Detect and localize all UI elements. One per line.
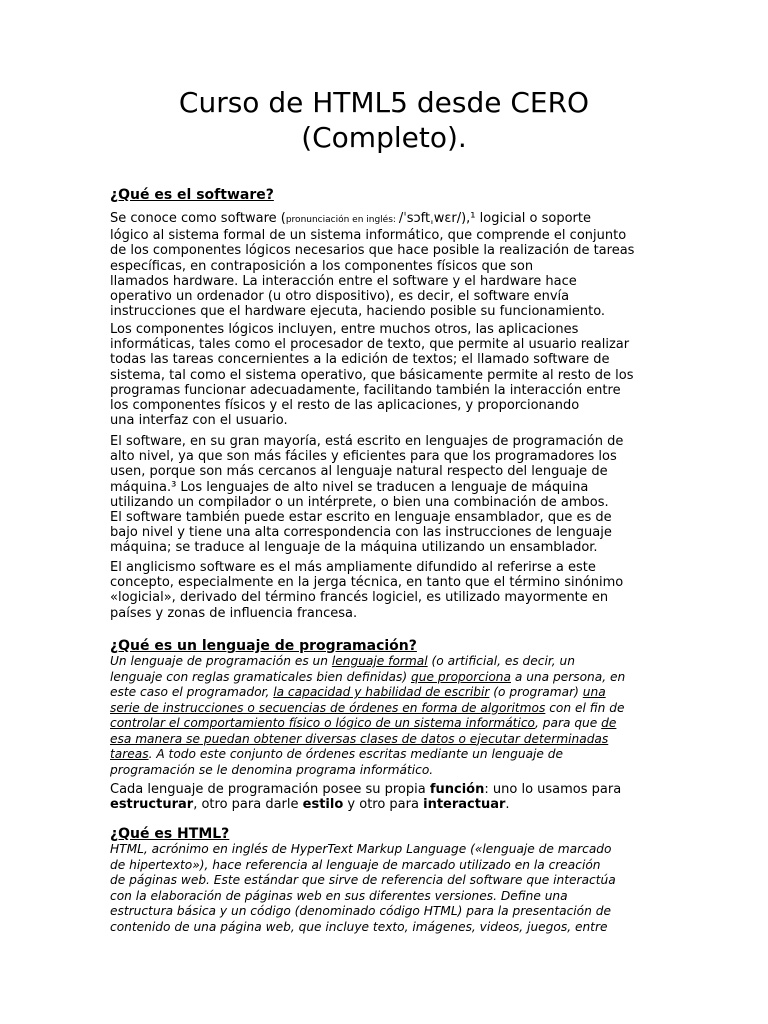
html-paragraph-1: HTML, acrónimo en inglés de HyperText Markup Language («lenguaje de marcado de hipertexto»), hace referencia al lenguaje de marcado utilizado en la creación de páginas web. Este estándar que sirve de referencia del software que interactúa con la elaboración de páginas web en sus diferentes versiones. Define una estructura básica y un código (denominado código HTML) para la presentación de contenido de una página web, que incluye texto, imágenes, videos, juegos, entre <box>110 842 616 934</box>
software-paragraph-1: Se conoce como software (pronunciación en inglés: /ˈsɔftˌwɛr/),¹ logicial o soporte lógico al sistema formal de un sistema informático, que comprende el conjunto de los componentes lógicos necesarios que hace posible la realización de tareas específicas, en contraposición a los componentes físicos que son llamados hardware. La interacción entre el software y el hardware hace operativo un ordenador (u otro dispositivo), es decir, el software envía instrucciones que el hardware ejecuta, haciendo posible su funcionamiento. <box>110 211 635 320</box>
heading-software: ¿Qué es el software? <box>110 187 274 203</box>
heading-html: ¿Qué es HTML? <box>110 826 230 842</box>
title-line-2: (Completo). <box>301 121 467 154</box>
heading-programming-language: ¿Qué es un lenguaje de programación? <box>110 638 417 654</box>
software-paragraph-2: Los componentes lógicos incluyen, entre muchos otros, las aplicaciones informáticas, tales como el procesador de texto, que permite al usuario realizar todas las tareas concernientes a la edición de textos; el llamado software de sistema, tal como el sistema operativo, que básicamente permite al resto de los programas funcionar adecuadamente, facilitando también la interacción entre los componentes físicos y el resto de las aplicaciones, y proporcionando una interfaz con el usuario. <box>110 322 634 429</box>
software-paragraph-4: El anglicismo software es el más ampliamente difundido al referirse a este concepto, especialmente en la jerga técnica, en tanto que el término sinónimo «logicial», derivado del término francés logiciel, es utilizado mayormente en países y zonas de influencia francesa. <box>110 560 624 621</box>
document-title <box>110 85 658 155</box>
software-paragraph-3: El software, en su gran mayoría, está escrito en lenguajes de programación de alto nivel, ya que son más fáciles y eficientes para que los programadores los usen, porque son más cercanos al lenguaje natural respecto del lenguaje de máquina.³ Los lenguajes de alto nivel se traducen a lenguaje de máquina utilizando un compilador o un intérprete, o bien una combinación de ambos. El software también puede estar escrito en lenguaje ensamblador, que es de bajo nivel y tiene una alta correspondencia con las instrucciones de lenguaje máquina; se traduce al lenguaje de la máquina utilizando un ensamblador. <box>110 434 624 556</box>
language-paragraph-1: Un lenguaje de programación es un lenguaje formal (o artificial, es decir, un lenguaje con reglas gramaticales bien definidas) que proporciona a una persona, en este caso el programador, la capacidad y habilidad de escribir (o programar) una serie de instrucciones o secuencias de órdenes en forma de algoritmos con el fin de controlar el comportamiento físico o lógico de un sistema informático, para que de esa manera se puedan obtener diversas clases de datos o ejecutar determinadas tareas. A todo este conjunto de órdenes escritas mediante un lenguaje de programación se le denomina programa informático. <box>110 654 626 777</box>
language-paragraph-2: Cada lenguaje de programación posee su propia función: uno lo usamos para estructurar, otro para darle estilo y otro para interactuar. <box>110 782 622 813</box>
title-line-1: Curso de HTML5 desde CERO <box>178 86 590 119</box>
